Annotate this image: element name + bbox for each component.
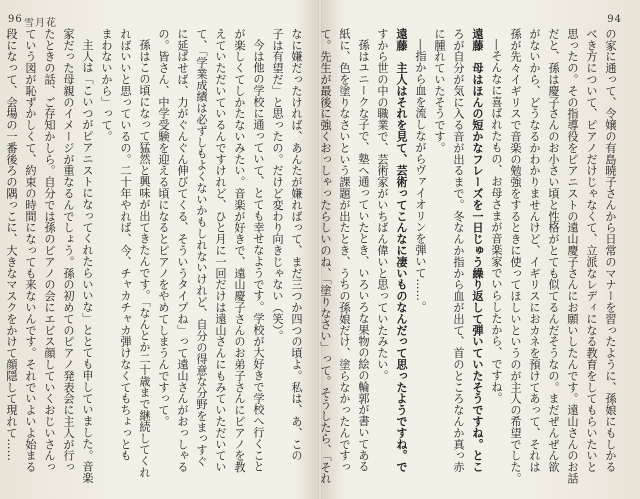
text-column: の。皆さん、中学受験を迎える頃になるとピアノをやめてしまうんですって。 (157, 28, 170, 427)
text-column: 子は有望だ」と思ったの。だけど変わり向きじゃない（笑）。 (271, 28, 284, 342)
left-page-text (5, 28, 306, 486)
text-column: なに嫌だったければ、あんたが嫌ればって、まだ三つか四つの頃よ。私は、あ、この (290, 28, 303, 462)
text-column: の家に通って、令嬢の有島暁子さんから日常のマナーを習ったように、孫娘にもしかる (604, 28, 617, 473)
text-column: に延ばせば、力がぐんぐん伸びてくる、そういうタイプね」って遠山さんがおっしゃる (176, 28, 189, 473)
text-column: て。先生が最後に強くおっしゃったらしいのね、「塗りなさい」って。そうしたら、「それ (319, 28, 332, 485)
text-column: 孫はこの頃になって猛然と興味が出てきたんです。「なんとか二十歳まで継続してくれ (138, 39, 151, 479)
text-column: て、「学業成績は必ずしもよくないかもしれないけれど、自分の得意な分野をまっすぐ (195, 28, 208, 467)
text-column: たときの話、ご存知かしら。自分では孫のピアノの会にエビス顔していくおじいさんっ (43, 28, 56, 473)
right-page-text (319, 28, 620, 486)
text-column: すから世の中の職業で、芸術家がいちばん偉いと思っていたみたい。 (376, 28, 389, 382)
running-title: 雪月花 (24, 18, 57, 29)
text-column: ―指から血を流しながらヴァイオリンを弾いて……。 (414, 39, 427, 313)
text-column: まわないから」って。 (100, 28, 113, 142)
text-column: えていただいているんですけれど、ひと月に一回だけは遠山さんにもみていただいてい (214, 28, 227, 473)
left-page-number: 96 (8, 14, 23, 25)
text-column: べき方について、ピアノだけじゃなくて、立派なレディになる教育をしてもらいたいと (585, 28, 598, 473)
text-column: ればいいと思っているの。二十年やれば、今、チャカチャカ弾けなくてもちょっとも (119, 28, 132, 462)
text-column: ろが自分が気に入る音が出るまで。冬なんか指から血が出て、首のところなんか真っ赤 (452, 28, 465, 473)
text-column: 段になって、会場の一番後ろの隅っこに、大きなマスクをかけて顔隠して現れて…… (5, 28, 18, 462)
text-column: が楽しくてしかたないみたい。音楽が好きで、遠山慶子さんのお弟子さんにピアノを教 (233, 28, 246, 473)
text-column: 家だった母親のイメージが重なるんでしょう。孫の初めてのピアノ発表会に主人が行っ (62, 28, 75, 473)
text-column: 主人は「こいつがピアニストになってくれたらいいな」ととても申していました。音楽 (81, 39, 94, 484)
text-column: 紙に、色を塗りなさいという課題が出たとき、うちの孫娘だけ、塗らなかったんですっ (338, 28, 351, 473)
text-column: がないから、どうなるかわかりませんけど、イギリスにおカネを預けてあって、それは (528, 28, 541, 473)
text-column: 孫はユニークな子で、塾へ通っていたとき、いろいろな果物の絵の輪郭が書いてある (357, 39, 370, 473)
text-column: ―そんなに喜ばれたもの、お母さまが音楽家でいらしたから、ですね。 (490, 39, 503, 404)
text-column: だと、孫は慶子さんのお小さい頃と性格がとても似てるんだそうなの。まだぜんぜん欲 (547, 28, 560, 473)
text-column: ていう図が恥ずかしくて、約束の時間になっても来ないんです。それでいよいよ始まる (24, 28, 37, 473)
speaker-line: 遠藤 母はほんの短かなフレーズを一日じゅう繰り返して弾いていたそうですね。とこ (471, 28, 485, 473)
text-column: に腫れていたそうです。 (433, 28, 446, 154)
right-page (320, 0, 640, 499)
right-page-number: 94 (607, 14, 622, 25)
speaker-line: 遠藤 主人はそれを見て、芸術ってこんなに凄いものなんだって思ったようですね。で (395, 28, 409, 473)
text-column: 思ったの。その指導役をピアニストの遠山慶子さんにお願いしたんです。遠山さんのお話 (566, 28, 579, 484)
text-column: 孫が先々イギリスで音楽の勉強をするときに使ってほしいというのが主人の希望でした。 (509, 28, 522, 484)
text-column: 今は他の学校に通っていて、とても幸せなようです。学校が大好きで学校へ行くこと (252, 39, 265, 473)
